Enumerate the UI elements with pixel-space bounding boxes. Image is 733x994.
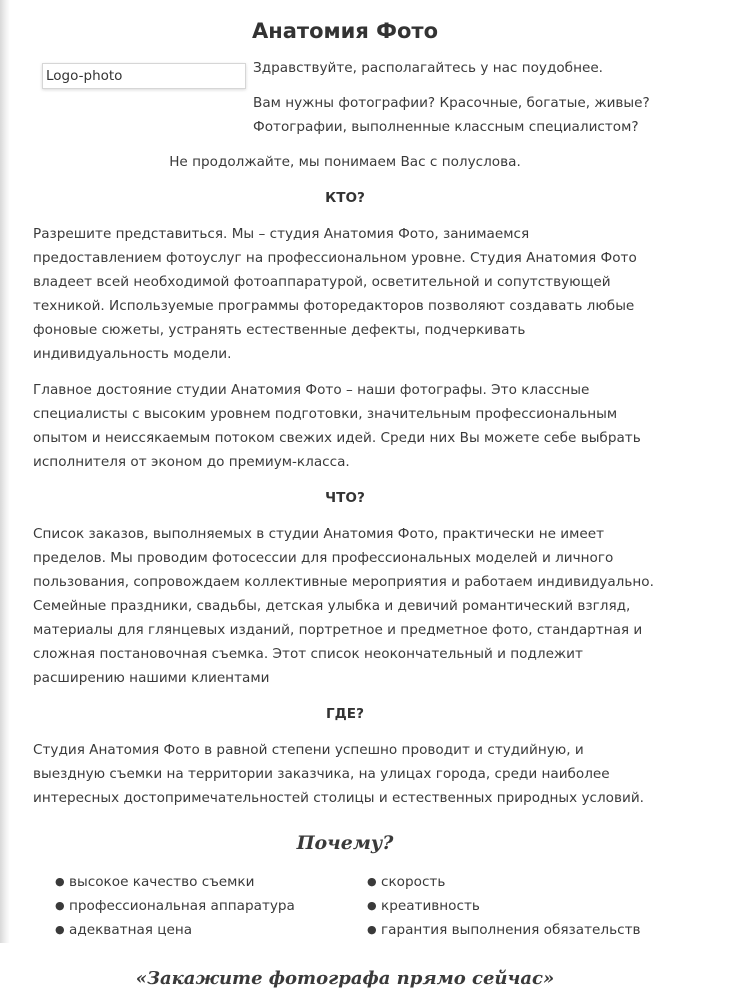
list-item: ● креативность: [367, 894, 641, 918]
bullet-icon: ●: [55, 899, 65, 912]
intro-question: Вам нужны фотографии? Красочные, богатые, живые? Фотографии, выполненные классным специалистом?: [253, 95, 650, 135]
list-item: ● высокое качество съемки: [55, 870, 367, 894]
article: [33, 16, 657, 994]
benefits-lists: [33, 870, 657, 942]
bullet-icon: ●: [367, 923, 377, 936]
who-paragraph-2: Главное достояние студии Анатомия Фото – наши фотографы. Это классные специалисты с высоким уровнем подготовки, значительным профессиональным опытом и неиссякаемым потоком свежих идей. Среди них Вы можете себе выбрать исполнителя от эконом до премиум-класса.: [33, 382, 641, 470]
bullet-icon: ●: [55, 875, 65, 888]
list-item: ● гарантия выполнения обязательств: [367, 918, 641, 942]
benefits-list-left: [55, 870, 367, 942]
intro-block: [253, 56, 657, 139]
bullet-icon: ●: [367, 875, 377, 888]
intro-greeting: Здравствуйте, располагайтесь у нас поудобнее.: [253, 60, 604, 76]
section-heading-why: Почему?: [296, 832, 394, 854]
bullet-icon: ●: [367, 899, 377, 912]
logo-image: Logo-photo: [42, 63, 246, 89]
list-item: ● профессиональная аппаратура: [55, 894, 367, 918]
list-item: ● адекватная цена: [55, 918, 367, 942]
section-heading-where: ГДЕ?: [326, 706, 364, 722]
list-item: ● скорость: [367, 870, 641, 894]
page-title: Анатомия Фото: [251, 19, 439, 43]
who-paragraph-1: Разрешите представиться. Мы – студия Анатомия Фото, занимаемся предоставлением фотоуслуг на профессиональном уровне. Студия Анатомия Фото владеет всей необходимой фотоаппаратурой, осветительной и сопутствующей техникой. Используемые программы фоторедакторов позволяют создавать любые фоновые сюжеты, устранять естественные дефекты, подчеркивать индивидуальность модели.: [33, 226, 637, 362]
page-left-shadow: [0, 0, 10, 943]
section-heading-what: ЧТО?: [325, 490, 365, 506]
bullet-icon: ●: [55, 923, 65, 936]
benefits-list-right: [367, 870, 641, 942]
what-paragraph-1: Список заказов, выполняемых в студии Анатомия Фото, практически не имеет пределов. Мы проводим фотосессии для профессиональных моделей и личного пользования, сопровождаем коллективные мероприятия и работаем индивидуально. Семейные праздники, свадьбы, детская улыбка и девичий романтический взгляд, материалы для глянцевых изданий, портретное и предметное фото, стандартная и сложная постановочная съемка. Этот список неокончательный и подлежит расширению нашими клиентами: [33, 526, 654, 686]
intro-understand: Не продолжайте, мы понимаем Вас с полуслова.: [169, 154, 521, 170]
section-heading-who: КТО?: [325, 190, 365, 206]
order-call-to-action: «Закажите фотографа прямо сейчас»: [135, 968, 555, 989]
where-paragraph-1: Студия Анатомия Фото в равной степени успешно проводит и студийную, и выездную съемки на территории заказчика, на улицах города, среди наиболее интересных достопримечательностей столицы и естественных природных условий.: [33, 742, 644, 806]
